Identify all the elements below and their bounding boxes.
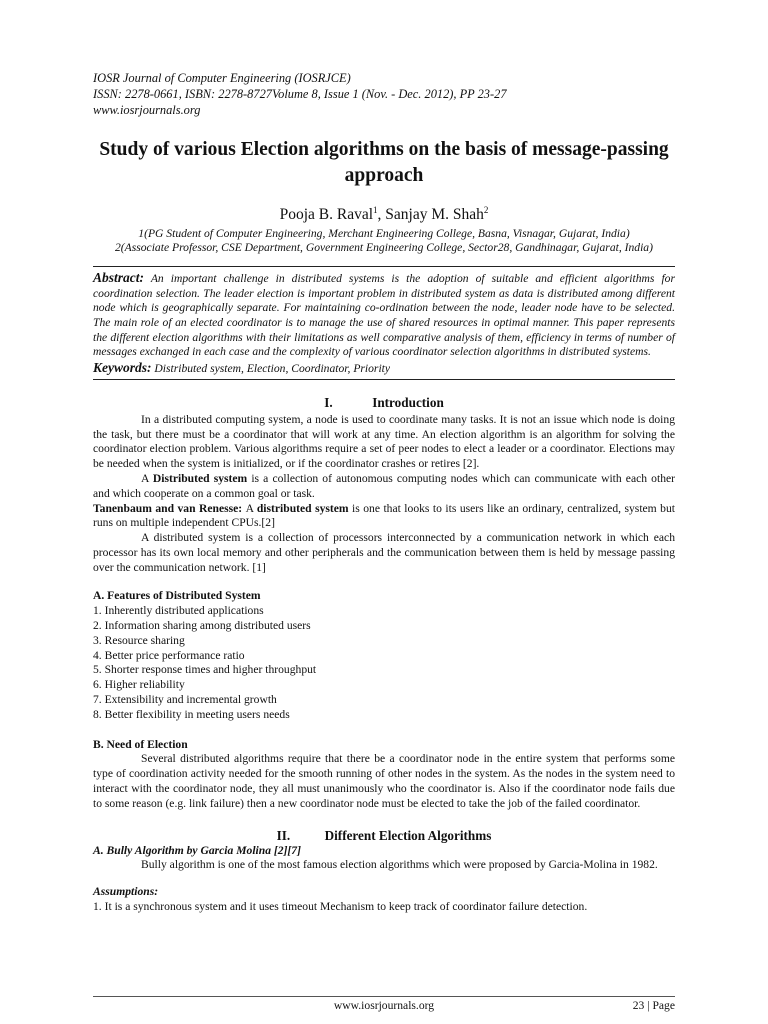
bully-heading: A. Bully Algorithm by Garcia Molina [2][7] <box>93 843 301 857</box>
footer-url: www.iosrjournals.org <box>333 999 435 1012</box>
abstract-text: An important challenge in distributed systems is the adoption of suitable and efficient algorithms for coordination selection. The leader election is important problem in distributed system as data is distributed among different node which is geographically separate. For maintaining co-ordination between the node, leader node have to be selected. The main role of an elected coordinator is to manage the use of shared resources in optimal manner. This paper represents the different election algorithms with their limitations as well comparative analysis of them, efficiency in terms of number of messages exchanged in each case and the complexity of various coordinator selection algorithms in distributed systems. <box>93 272 675 359</box>
section-number: II. <box>276 827 291 843</box>
list-item: 7. Extensibility and incremental growth <box>93 693 277 707</box>
need-heading: B. Need of Election <box>93 737 188 751</box>
paper-title: Study of various Election algorithms on the basis of message-passing approach <box>99 139 669 186</box>
term-distributed-system: Distributed system <box>152 471 248 485</box>
need-paragraph: Several distributed algorithms require that there be a coordinator node in the entire system that performs some type of coordination activity needed for the smooth running of other nodes in the system. As the nodes in the system need to interact with the coordinator node, they all must unanimously who the coordinator is. Also if the coordinator node fails due to some reason (e.g. link failure) then a new coordinator node must be elected to take the job of the failed coordinator. <box>93 752 675 810</box>
assumptions-body <box>93 900 675 915</box>
journal-issn: ISSN: 2278-0661, ISBN: 2278-8727Volume 8, Issue 1 (Nov. - Dec. 2012), PP 23-27 <box>93 87 507 101</box>
list-item: 2. Information sharing among distributed users <box>93 619 311 633</box>
intro-paragraph-4: A distributed system is a collection of processors interconnected by a communication network in which each processor has its own local memory and other peripherals and the communication between them is held by message passing over the communication network. [1] <box>93 531 675 574</box>
text-run: is one that looks to its users like an ordinary, centralized, system but runs on multiple independent CPUs.[2] <box>93 501 675 530</box>
journal-name: IOSR Journal of Computer Engineering (IOSRJCE) <box>93 71 351 85</box>
page-footer <box>93 996 675 1015</box>
author-separator: , <box>377 206 386 224</box>
author-2-sup: 2 <box>483 205 489 215</box>
author-1: Pooja B. Raval <box>279 206 374 224</box>
features-list <box>93 604 675 722</box>
abstract <box>93 271 675 360</box>
text-run: A <box>245 501 257 515</box>
abstract-label: Abstract: <box>93 270 145 286</box>
list-item: 5. Shorter response times and higher throughput <box>93 663 317 677</box>
author-2: Sanjay M. Shah <box>385 206 484 224</box>
section-number: I. <box>324 394 333 410</box>
text-run: A <box>141 471 153 485</box>
list-item: 6. Higher reliability <box>93 678 185 692</box>
intro-paragraph-2 <box>93 472 675 502</box>
intro-paragraph-1: In a distributed computing system, a node is used to coordinate many tasks. It is not an issue which node is doing the task, but there must be a coordinator that will work at any time. An election algorithm is an algorithm for solving the coordinator election problem. Various algorithms require a set of peer nodes to elect a leader or a coordinator. Elections may be needed when the system is initialized, or if the coordinator crashes or retires [2]. <box>93 412 675 471</box>
section-title: Introduction <box>372 394 444 410</box>
list-item: 8. Better flexibility in meeting users needs <box>93 707 290 721</box>
bully-body <box>93 858 675 873</box>
journal-url: www.iosrjournals.org <box>93 103 201 117</box>
keywords-label: Keywords: <box>93 359 152 375</box>
affiliation-2: 2(Associate Professor, CSE Department, Government Engineering College, Sector28, Gandhinagar, Gujarat, India) <box>115 240 653 254</box>
assumptions-heading: Assumptions: <box>93 885 159 899</box>
list-item: 3. Resource sharing <box>93 633 185 647</box>
assumption-1: 1. It is a synchronous system and it uses timeout Mechanism to keep track of coordinator failure detection. <box>93 900 588 914</box>
need-body <box>93 752 675 811</box>
abstract-section <box>93 266 675 380</box>
bully-paragraph: Bully algorithm is one of the most famous election algorithms which were proposed by Garcia-Molina in 1982. <box>141 858 658 872</box>
section-heading-introduction <box>93 395 675 411</box>
page-number: 23 | Page <box>632 999 675 1012</box>
keywords <box>93 360 675 380</box>
introduction-body <box>93 413 675 576</box>
author-1-sup: 1 <box>373 205 378 215</box>
paper-page <box>93 70 675 915</box>
list-item: 1. Inherently distributed applications <box>93 604 264 618</box>
journal-header <box>93 70 675 118</box>
intro-paragraph-3 <box>93 502 675 532</box>
affiliation-1: 1(PG Student of Computer Engineering, Merchant Engineering College, Basna, Visnagar, Gujarat, India) <box>138 227 630 241</box>
text-run: is a collection of autonomous computing nodes which can communicate with each other and which cooperate on a common goal or task. <box>93 471 675 500</box>
section-heading-election-algorithms <box>93 828 675 844</box>
features-heading: A. Features of Distributed System <box>93 589 261 603</box>
citation-tanenbaum: Tanenbaum and van Renesse: <box>93 501 246 515</box>
list-item: 4. Better price performance ratio <box>93 648 245 662</box>
term-distributed-system: distributed system <box>256 501 349 515</box>
section-title: Different Election Algorithms <box>324 827 492 843</box>
authors <box>93 201 675 224</box>
keywords-text: Distributed system, Election, Coordinator, Priority <box>154 361 391 375</box>
